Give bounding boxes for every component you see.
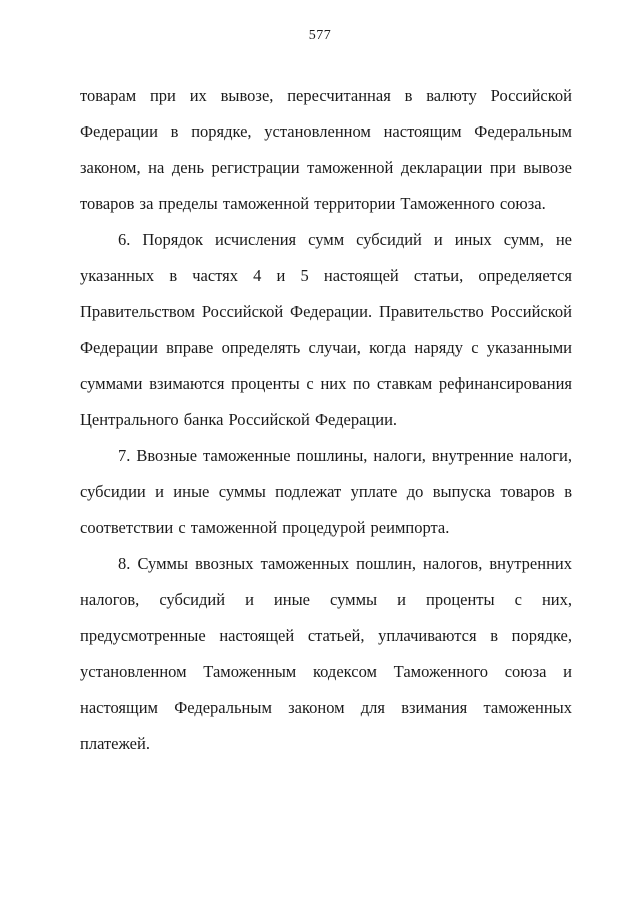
paragraph-clause-7: 7. Ввозные таможенные пошлины, налоги, внутренние налоги, субсидии и иные суммы подлежат уплате до выпуска товаров в соответствии с таможенной процедурой реимпорта.	[80, 446, 572, 537]
paragraph-clause-8: 8. Суммы ввозных таможенных пошлин, налогов, внутренних налогов, субсидий и иные суммы и проценты с них, предусмотренные настоящей статьей, уплачиваются в порядке, установленном Таможенным кодексом Таможенного союза и настоящим Федеральным законом для взимания таможенных платежей.	[80, 554, 572, 753]
paragraph-continuation: товарам при их вывозе, пересчитанная в валюту Российской Федерации в порядке, установленном настоящим Федеральным законом, на день регистрации таможенной декларации при вывозе товаров за пределы таможенной территории Таможенного союза.	[80, 86, 572, 213]
document-body	[80, 78, 572, 762]
paragraph-clause-6: 6. Порядок исчисления сумм субсидий и иных сумм, не указанных в частях 4 и 5 настоящей статьи, определяется Правительством Российской Федерации. Правительство Российской Федерации вправе определять случаи, когда наряду с указанными суммами взимаются проценты с них по ставкам рефинансирования Центрального банка Российской Федерации.	[80, 230, 572, 429]
page-number: 577	[308, 28, 332, 43]
